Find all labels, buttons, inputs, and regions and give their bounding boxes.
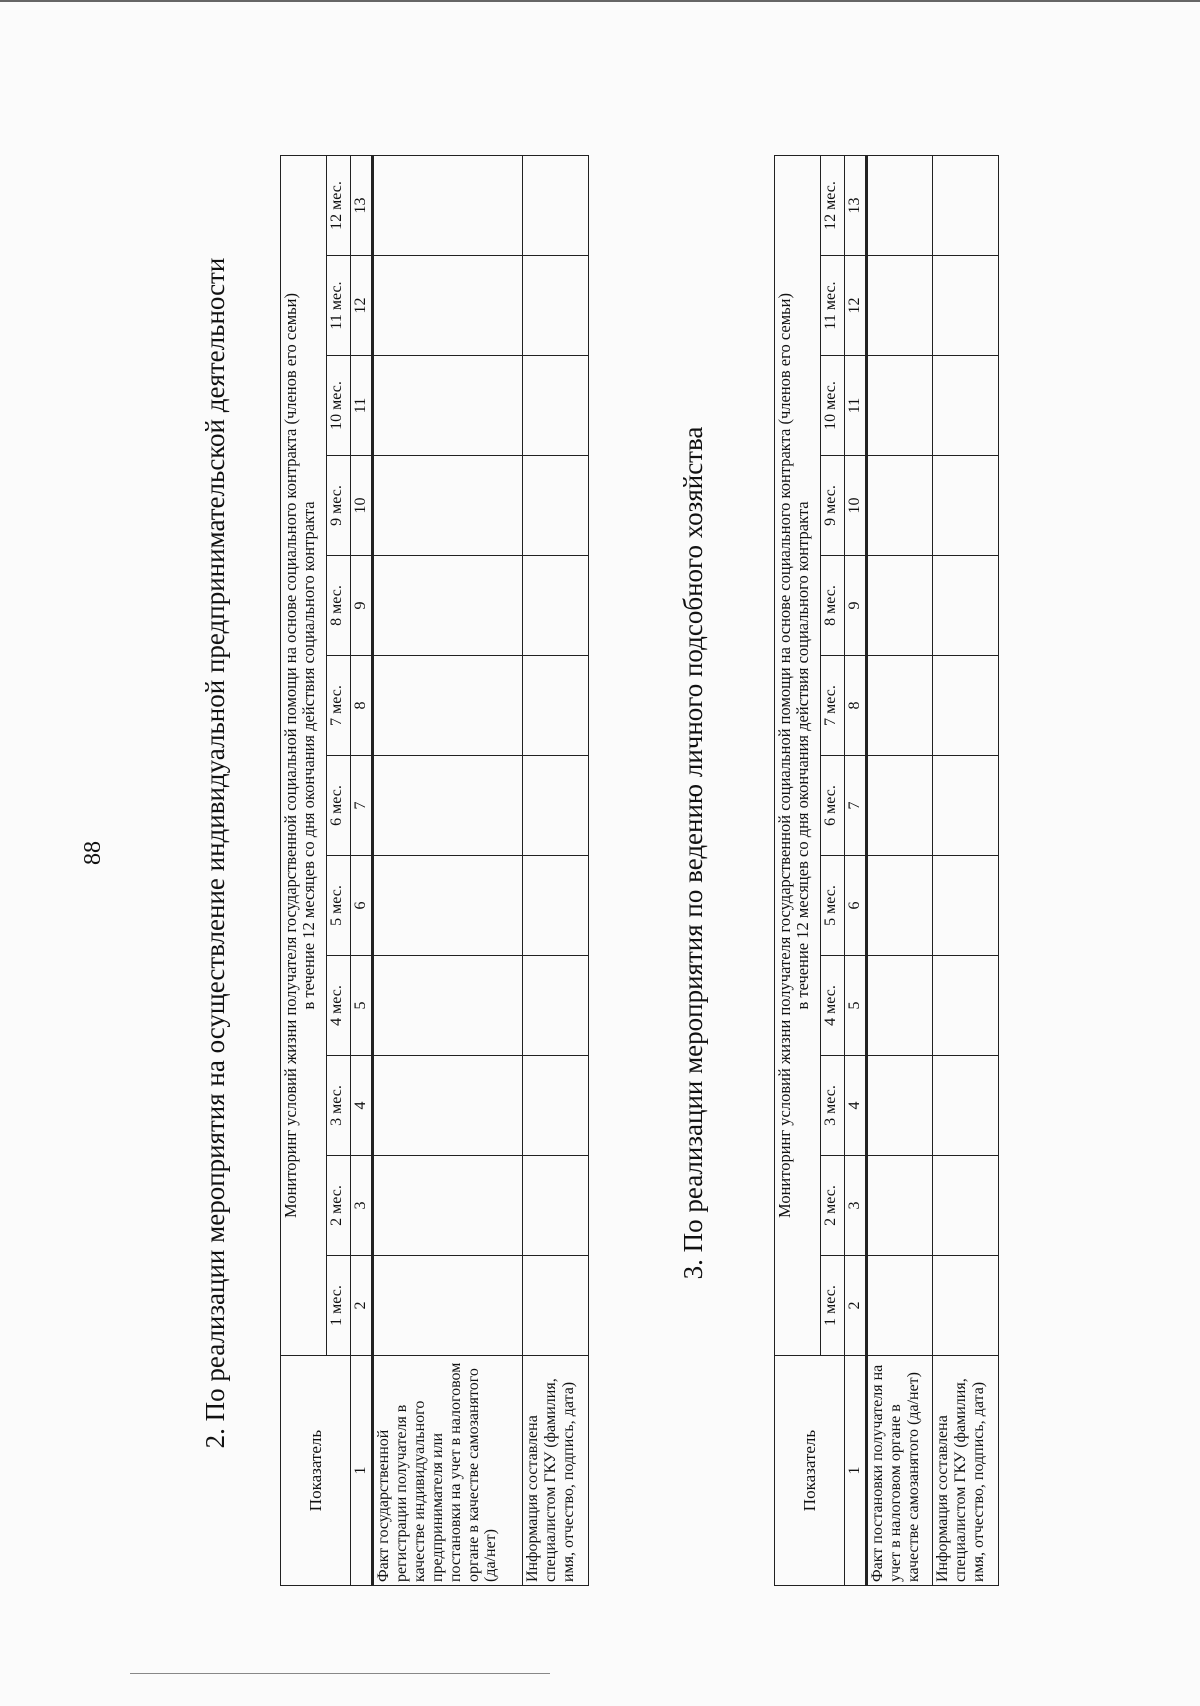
monitoring-header-line-2: в течение 12 месяцев со дня окончания действия социального контракта <box>299 501 319 1010</box>
month-cell <box>933 155 999 255</box>
indicator-header: Показатель <box>775 1356 845 1586</box>
month-header: 5 мес. <box>821 856 845 956</box>
month-cell <box>523 1056 589 1156</box>
month-header: 6 мес. <box>821 756 845 856</box>
month-header: 10 мес. <box>327 356 351 456</box>
column-number: 7 <box>351 756 373 856</box>
month-header: 7 мес. <box>327 656 351 756</box>
month-cell <box>373 956 523 1056</box>
column-number: 6 <box>351 856 373 956</box>
column-number: 9 <box>351 556 373 656</box>
label-line: качестве самозанятого (да/нет) <box>904 1371 922 1582</box>
column-number: 5 <box>351 956 373 1056</box>
section-3-table <box>774 155 999 1586</box>
column-number: 1 <box>351 1356 373 1586</box>
month-cell <box>867 155 933 255</box>
section-2-table <box>280 155 589 1586</box>
label-line: органе в качестве самозанятого <box>464 1368 482 1582</box>
table-row <box>373 155 523 1585</box>
month-cell <box>523 956 589 1056</box>
month-cell <box>373 556 523 656</box>
month-cell <box>933 256 999 356</box>
monitoring-header <box>775 155 821 1355</box>
month-header: 12 мес. <box>821 155 845 255</box>
label-line: специалистом ГКУ (фамилия, <box>541 1378 559 1582</box>
column-number: 12 <box>845 256 867 356</box>
label-line: регистрации получателя в <box>392 1404 410 1582</box>
label-line: (да/нет) <box>482 1529 500 1582</box>
label-line: Информация составлена <box>934 1415 951 1582</box>
month-cell <box>867 356 933 456</box>
month-cell <box>523 1256 589 1356</box>
label-line: постановки на учет в налоговом <box>446 1362 464 1582</box>
column-number: 7 <box>845 756 867 856</box>
month-cell <box>933 1056 999 1156</box>
label-line: имя, отчество, подпись, дата) <box>969 1381 987 1582</box>
monitoring-header <box>281 155 327 1355</box>
column-number: 6 <box>845 856 867 956</box>
column-number: 8 <box>845 656 867 756</box>
column-number: 8 <box>351 656 373 756</box>
month-cell <box>933 856 999 956</box>
section-2-title: 2. По реализации мероприятия на осуществление индивидуальной предпринимательской деятельности <box>200 257 230 1449</box>
row-label-registration <box>373 1356 523 1586</box>
month-cell <box>933 756 999 856</box>
month-cell <box>867 1156 933 1256</box>
month-cell <box>373 1156 523 1256</box>
month-cell <box>523 656 589 756</box>
label-line: Факт постановки получателя на <box>869 1364 886 1582</box>
column-number: 2 <box>845 1256 867 1356</box>
month-header: 6 мес. <box>327 756 351 856</box>
table-row <box>523 155 589 1585</box>
column-number: 13 <box>351 155 373 255</box>
month-header: 3 мес. <box>821 1056 845 1156</box>
month-header: 7 мес. <box>821 656 845 756</box>
month-header: 3 мес. <box>327 1056 351 1156</box>
month-cell <box>933 356 999 456</box>
label-line: предпринимателя или <box>428 1432 446 1582</box>
month-header: 1 мес. <box>821 1256 845 1356</box>
month-cell <box>523 356 589 456</box>
month-header: 12 мес. <box>327 155 351 255</box>
month-cell <box>523 256 589 356</box>
month-cell <box>373 155 523 255</box>
month-cell <box>523 556 589 656</box>
column-number: 1 <box>845 1356 867 1586</box>
row-label-compiled-by <box>933 1356 999 1586</box>
month-header: 2 мес. <box>327 1156 351 1256</box>
monitoring-header-line-2: в течение 12 месяцев со дня окончания действия социального контракта <box>793 501 813 1010</box>
month-cell <box>373 256 523 356</box>
month-cell <box>373 656 523 756</box>
month-header: 9 мес. <box>327 456 351 556</box>
section-3-title: 3. По реализации мероприятия по ведению личного подсобного хозяйства <box>678 426 708 1280</box>
month-cell <box>933 456 999 556</box>
month-cell <box>373 856 523 956</box>
month-cell <box>867 856 933 956</box>
column-number: 4 <box>351 1056 373 1156</box>
month-header: 4 мес. <box>327 956 351 1056</box>
month-cell <box>373 756 523 856</box>
column-number: 13 <box>845 155 867 255</box>
month-cell <box>867 256 933 356</box>
month-cell <box>933 1256 999 1356</box>
month-cell <box>867 456 933 556</box>
month-cell <box>933 656 999 756</box>
monitoring-header-line-1: Мониторинг условий жизни получателя государственной социальной помощи на основе социального контракта (членов его семьи) <box>775 292 794 1218</box>
month-cell <box>933 1156 999 1256</box>
month-header: 9 мес. <box>821 456 845 556</box>
month-cell <box>373 356 523 456</box>
month-header: 8 мес. <box>327 556 351 656</box>
monitoring-header-line-1: Мониторинг условий жизни получателя государственной социальной помощи на основе социального контракта (членов его семьи) <box>281 292 300 1218</box>
month-cell <box>867 556 933 656</box>
column-number: 11 <box>845 356 867 456</box>
column-number: 12 <box>351 256 373 356</box>
month-cell <box>867 756 933 856</box>
month-cell <box>373 456 523 556</box>
column-number: 3 <box>351 1156 373 1256</box>
month-header: 11 мес. <box>821 256 845 356</box>
label-line: учет в налоговом органе в <box>886 1404 904 1582</box>
column-number: 9 <box>845 556 867 656</box>
label-line: Факт государственной <box>375 1429 392 1582</box>
month-header: 1 мес. <box>327 1256 351 1356</box>
column-number: 5 <box>845 956 867 1056</box>
month-cell <box>373 1256 523 1356</box>
label-line: имя, отчество, подпись, дата) <box>559 1381 577 1582</box>
month-header: 2 мес. <box>821 1156 845 1256</box>
column-number: 2 <box>351 1256 373 1356</box>
month-cell <box>933 956 999 1056</box>
month-header: 5 мес. <box>327 856 351 956</box>
month-header: 11 мес. <box>327 256 351 356</box>
month-cell <box>933 556 999 656</box>
month-cell <box>523 756 589 856</box>
month-cell <box>523 856 589 956</box>
month-cell <box>867 956 933 1056</box>
column-number: 10 <box>845 456 867 556</box>
column-number: 3 <box>845 1156 867 1256</box>
row-label-compiled-by <box>523 1356 589 1586</box>
label-line: Информация составлена <box>524 1415 541 1582</box>
month-cell <box>373 1056 523 1156</box>
month-header: 8 мес. <box>821 556 845 656</box>
month-cell <box>867 1256 933 1356</box>
label-line: качестве индивидуального <box>410 1400 428 1582</box>
month-header: 4 мес. <box>821 956 845 1056</box>
month-cell <box>523 1156 589 1256</box>
table-row <box>867 155 933 1585</box>
label-line: специалистом ГКУ (фамилия, <box>951 1378 969 1582</box>
month-cell <box>867 1056 933 1156</box>
table-row <box>933 155 999 1585</box>
column-number: 11 <box>351 356 373 456</box>
column-number: 4 <box>845 1056 867 1156</box>
month-header: 10 мес. <box>821 356 845 456</box>
indicator-header: Показатель <box>281 1356 351 1586</box>
month-cell <box>867 656 933 756</box>
month-cell <box>523 155 589 255</box>
row-label-tax-registration <box>867 1356 933 1586</box>
column-number: 10 <box>351 456 373 556</box>
page-number: 88 <box>80 841 106 865</box>
month-cell <box>523 456 589 556</box>
